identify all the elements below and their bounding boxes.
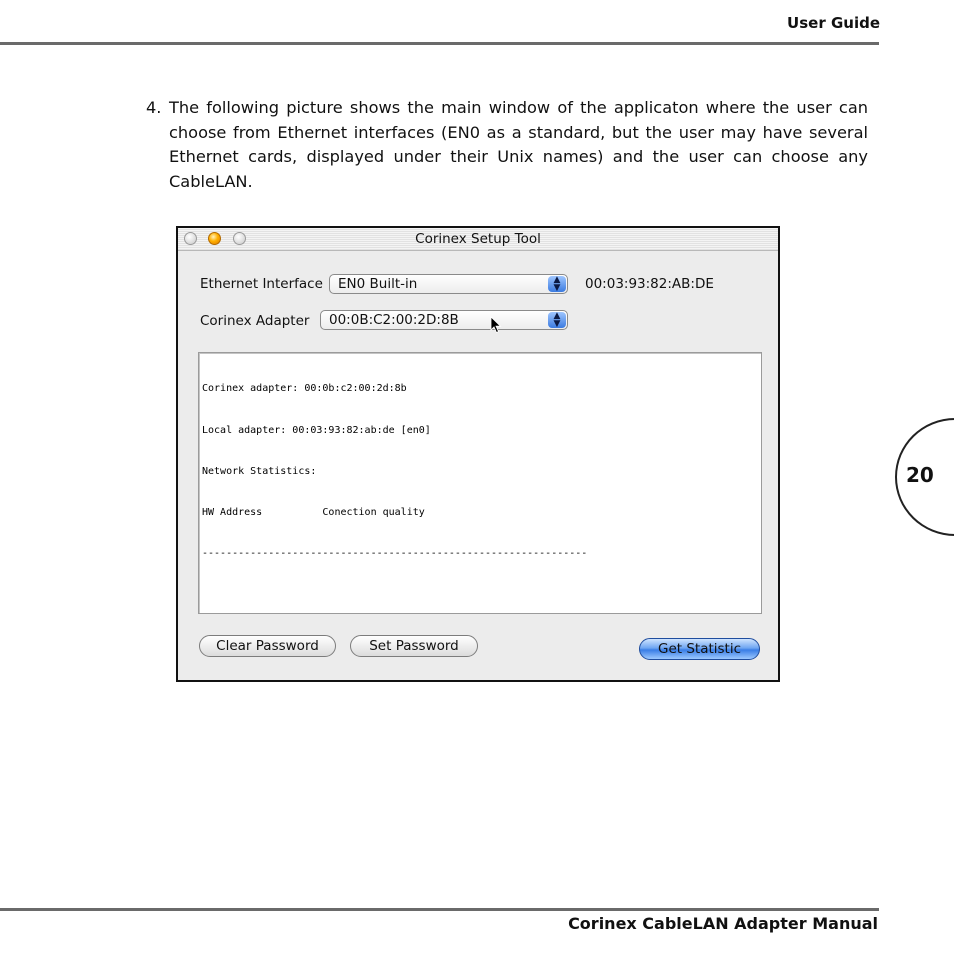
corinex-adapter-value: 00:0B:C2:00:2D:8B (329, 312, 459, 328)
output-line: HW Address Conection quality (202, 506, 425, 518)
step-number: 4. (146, 98, 162, 117)
corinex-adapter-select[interactable] (320, 310, 568, 330)
output-line: Corinex adapter: 00:0b:c2:00:2d:8b (202, 383, 407, 395)
output-line: Local adapter: 00:03:93:82:ab:de [en0] (202, 424, 431, 436)
ethernet-interface-select[interactable] (329, 274, 568, 294)
get-statistic-button[interactable]: Get Statistic (639, 638, 760, 660)
running-footer: Corinex CableLAN Adapter Manual (568, 914, 878, 933)
step-paragraph (146, 96, 868, 194)
corinex-adapter-label: Corinex Adapter (200, 313, 310, 329)
clear-password-button[interactable]: Clear Password (199, 635, 336, 657)
output-line: Network Statistics: (202, 465, 317, 477)
output-line: ---------------------------------------------------------------- (202, 547, 588, 559)
footer-rule (0, 908, 879, 911)
local-mac-address: 00:03:93:82:AB:DE (585, 276, 714, 292)
ethernet-interface-value: EN0 Built-in (338, 276, 418, 292)
statistics-output[interactable] (198, 352, 762, 614)
ethernet-interface-label: Ethernet Interface (200, 276, 323, 292)
window-title: Corinex Setup Tool (415, 231, 541, 247)
window-titlebar[interactable] (178, 228, 778, 251)
header-rule (0, 42, 879, 45)
set-password-button[interactable]: Set Password (350, 635, 478, 657)
setup-tool-window (176, 226, 780, 682)
popup-arrows-icon: ▲ ▼ (548, 276, 566, 292)
page-number: 20 (906, 463, 934, 487)
popup-arrows-icon: ▲ ▼ (548, 312, 566, 328)
step-text: The following picture shows the main window of the applicaton where the user can choose from Ethernet interfaces (EN0 as a standard, but the user may have several Ethernet cards, displayed under their Unix names) and the user can choose any CableLAN. (169, 98, 868, 191)
running-header: User Guide (787, 14, 880, 32)
mouse-pointer-icon (490, 316, 504, 334)
